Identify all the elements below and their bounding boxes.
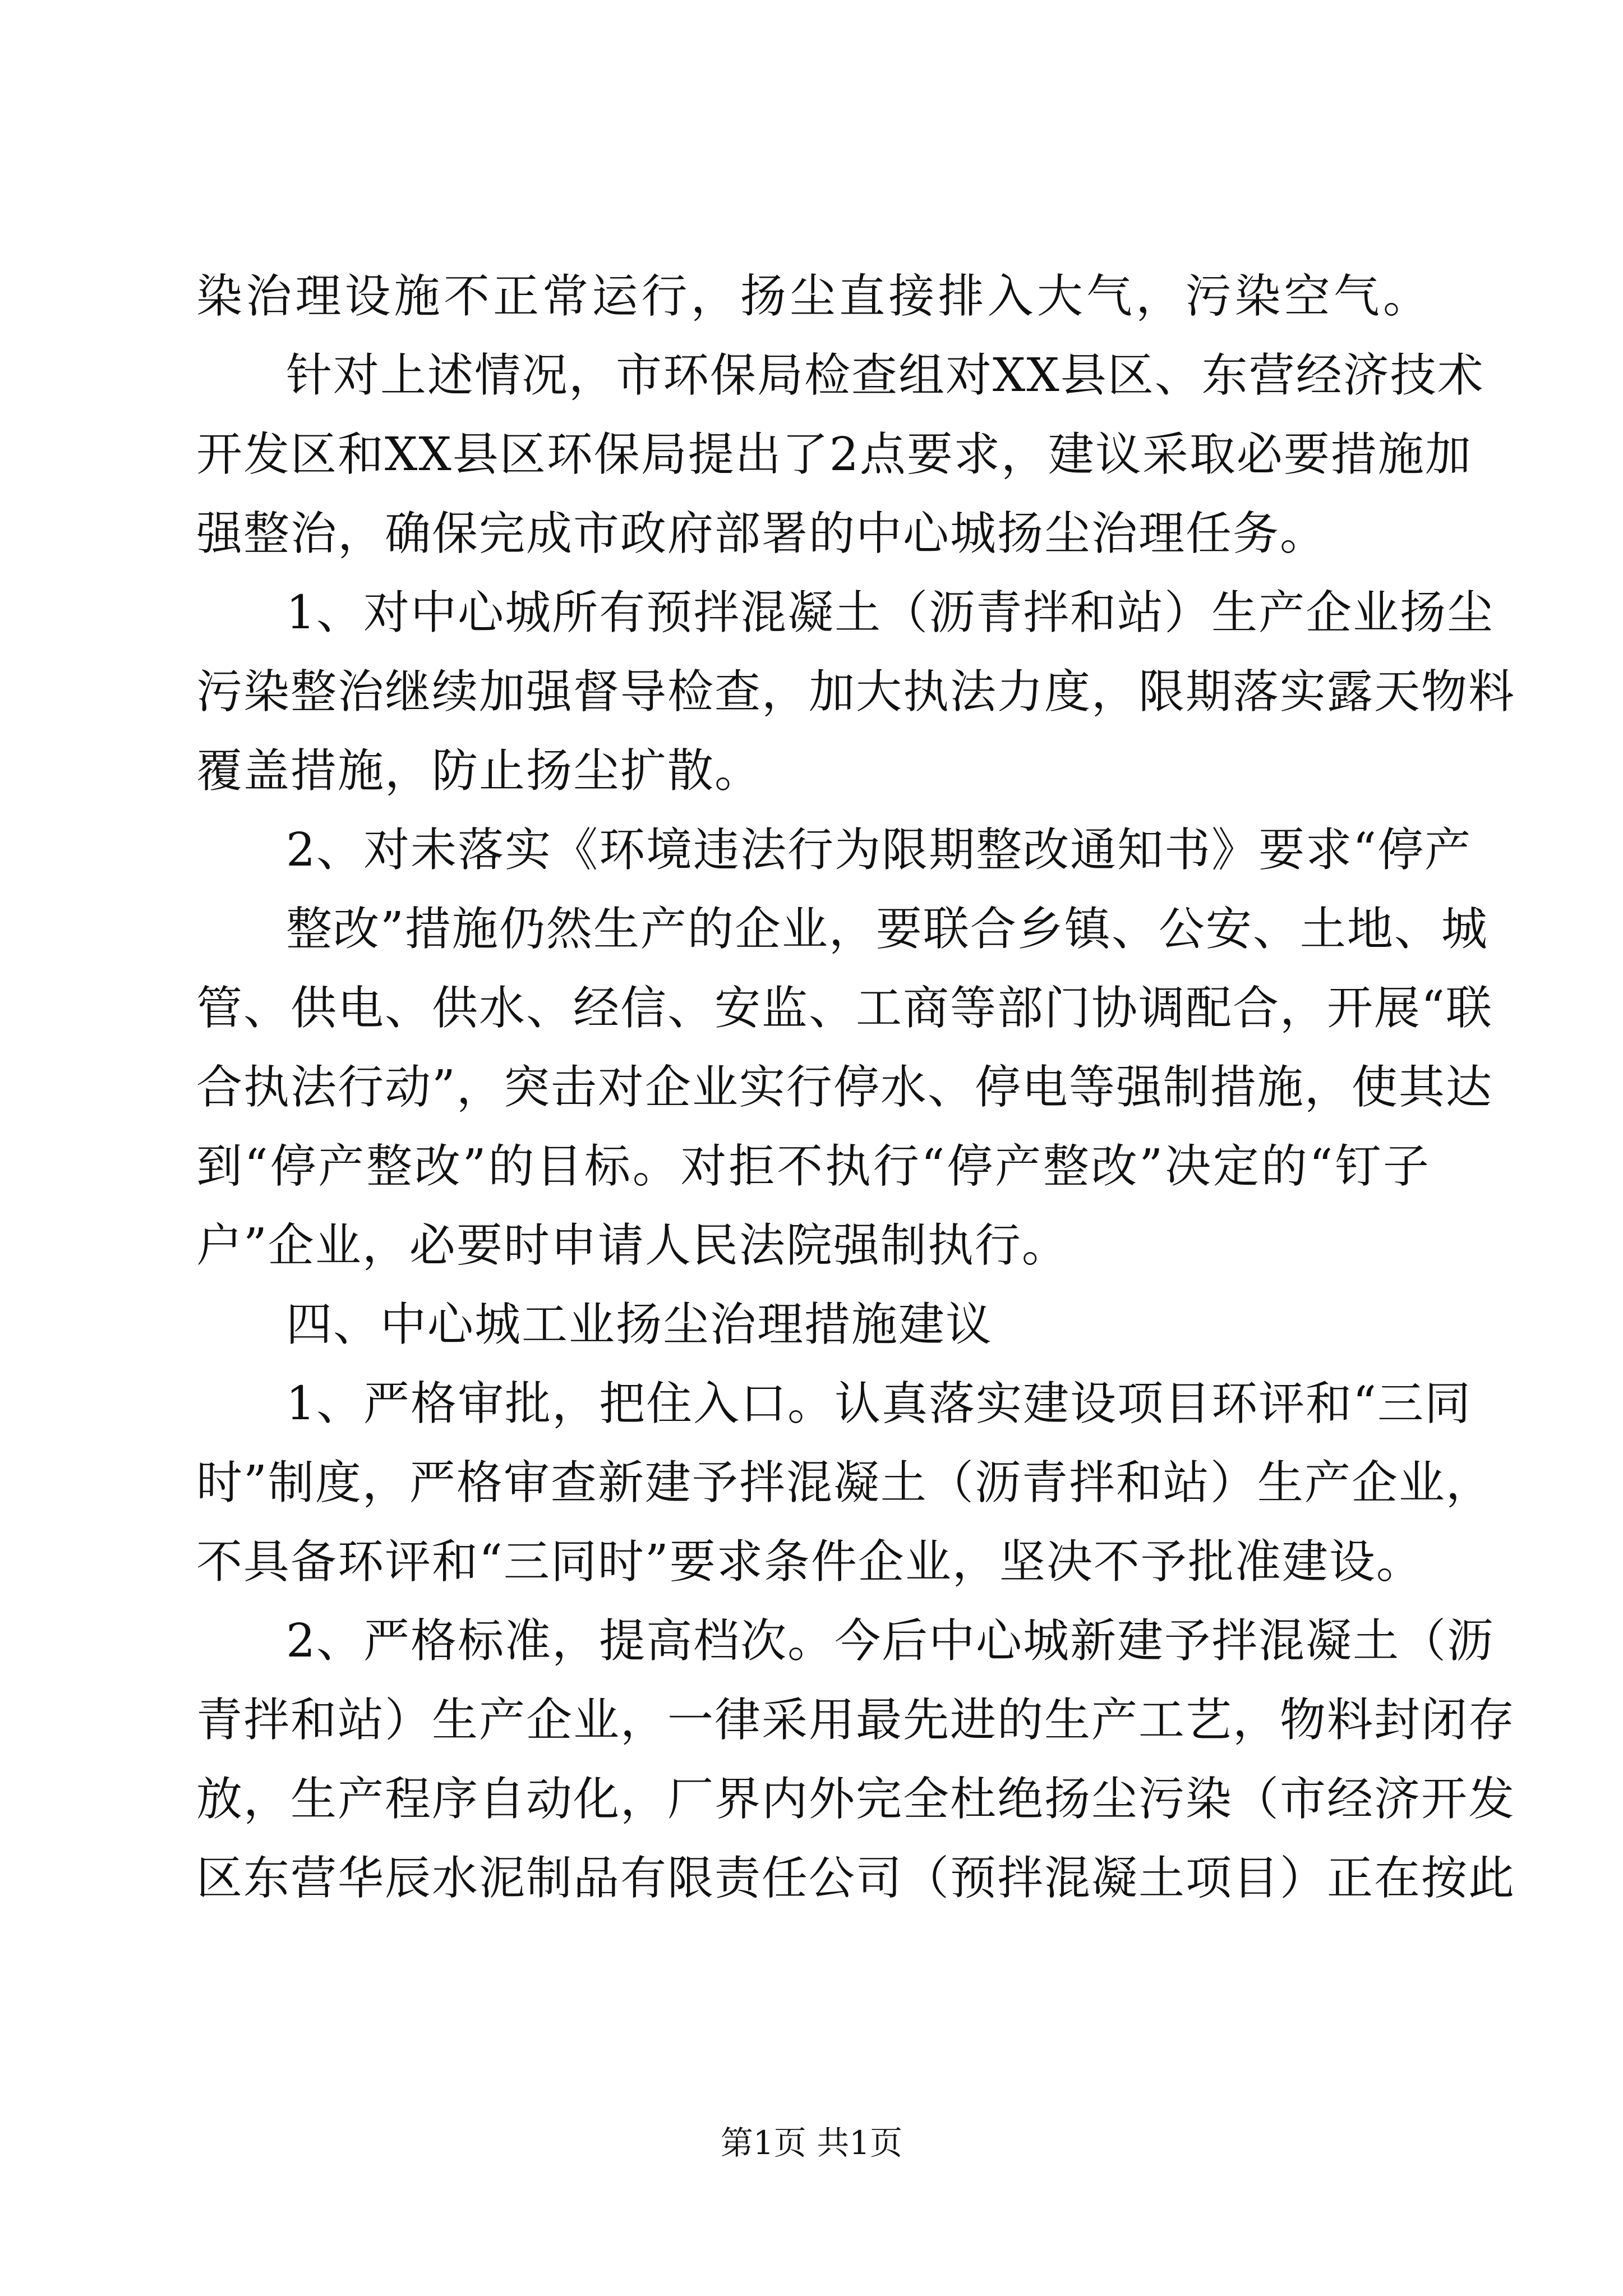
- text-line: 管、供电、供水、经信、安监、工商等部门协调配合，开展“联: [196, 982, 1493, 1035]
- text-line: 户”企业，必要时申请人民法院强制执行。: [196, 1219, 1069, 1272]
- text-line: 青拌和站）生产企业，一律采用最先进的生产工艺，物料封闭存: [196, 1694, 1516, 1747]
- paragraph-start-line: 2、严格标准，提高档次。今后中心城新建予拌混凝土（沥: [286, 1614, 1495, 1668]
- paragraph-start-line: 1、严格审批，把住入口。认真落实建设项目环评和“三同: [286, 1377, 1472, 1430]
- text-line: 到“停产整改”的目标。对拒不执行“停产整改”决定的“钉子: [196, 1140, 1430, 1193]
- document-body: [196, 257, 1516, 1918]
- page-number-footer: 第1页 共1页: [720, 2124, 903, 2162]
- text-line: 合执法行动”，突击对企业实行停水、停电等强制措施，使其达: [196, 1061, 1493, 1114]
- paragraph-start-line: 1、对中心城所有预拌混凝土（沥青拌和站）生产企业扬尘: [286, 586, 1495, 639]
- text-line: 覆盖措施，防止扬尘扩散。: [196, 744, 762, 798]
- paragraph-start-line: 2、对未落实《环境违法行为限期整改通知书》要求“停产: [286, 823, 1472, 877]
- paragraph-start-line: 针对上述情况，市环保局检查组对XX县区、东营经济技术: [286, 349, 1484, 402]
- text-line: 染治理设施不正常运行，扬尘直接排入大气，污染空气。: [196, 270, 1430, 323]
- text-line: 开发区和XX县区环保局提出了2点要求，建议采取必要措施加: [196, 428, 1472, 481]
- text-line: 时”制度，严格审查新建予拌混凝土（沥青拌和站）生产企业，: [196, 1456, 1493, 1510]
- section-heading: 四、中心城工业扬尘治理措施建议: [286, 1298, 993, 1351]
- text-line: 不具备环评和“三同时”要求条件企业，坚决不予批准建设。: [196, 1535, 1423, 1589]
- text-line: 放，生产程序自动化，厂界内外完全杜绝扬尘污染（市经济开发: [196, 1773, 1516, 1826]
- text-line: 区东营华辰水泥制品有限责任公司（预拌混凝土项目）正在按此: [196, 1852, 1516, 1905]
- text-line: 强整治，确保完成市政府部署的中心城扬尘治理任务。: [196, 507, 1327, 560]
- text-line: 整改”措施仍然生产的企业，要联合乡镇、公安、土地、城: [286, 903, 1488, 956]
- text-line: 污染整治继续加强督导检查，加大执法力度，限期落实露天物料: [196, 665, 1516, 719]
